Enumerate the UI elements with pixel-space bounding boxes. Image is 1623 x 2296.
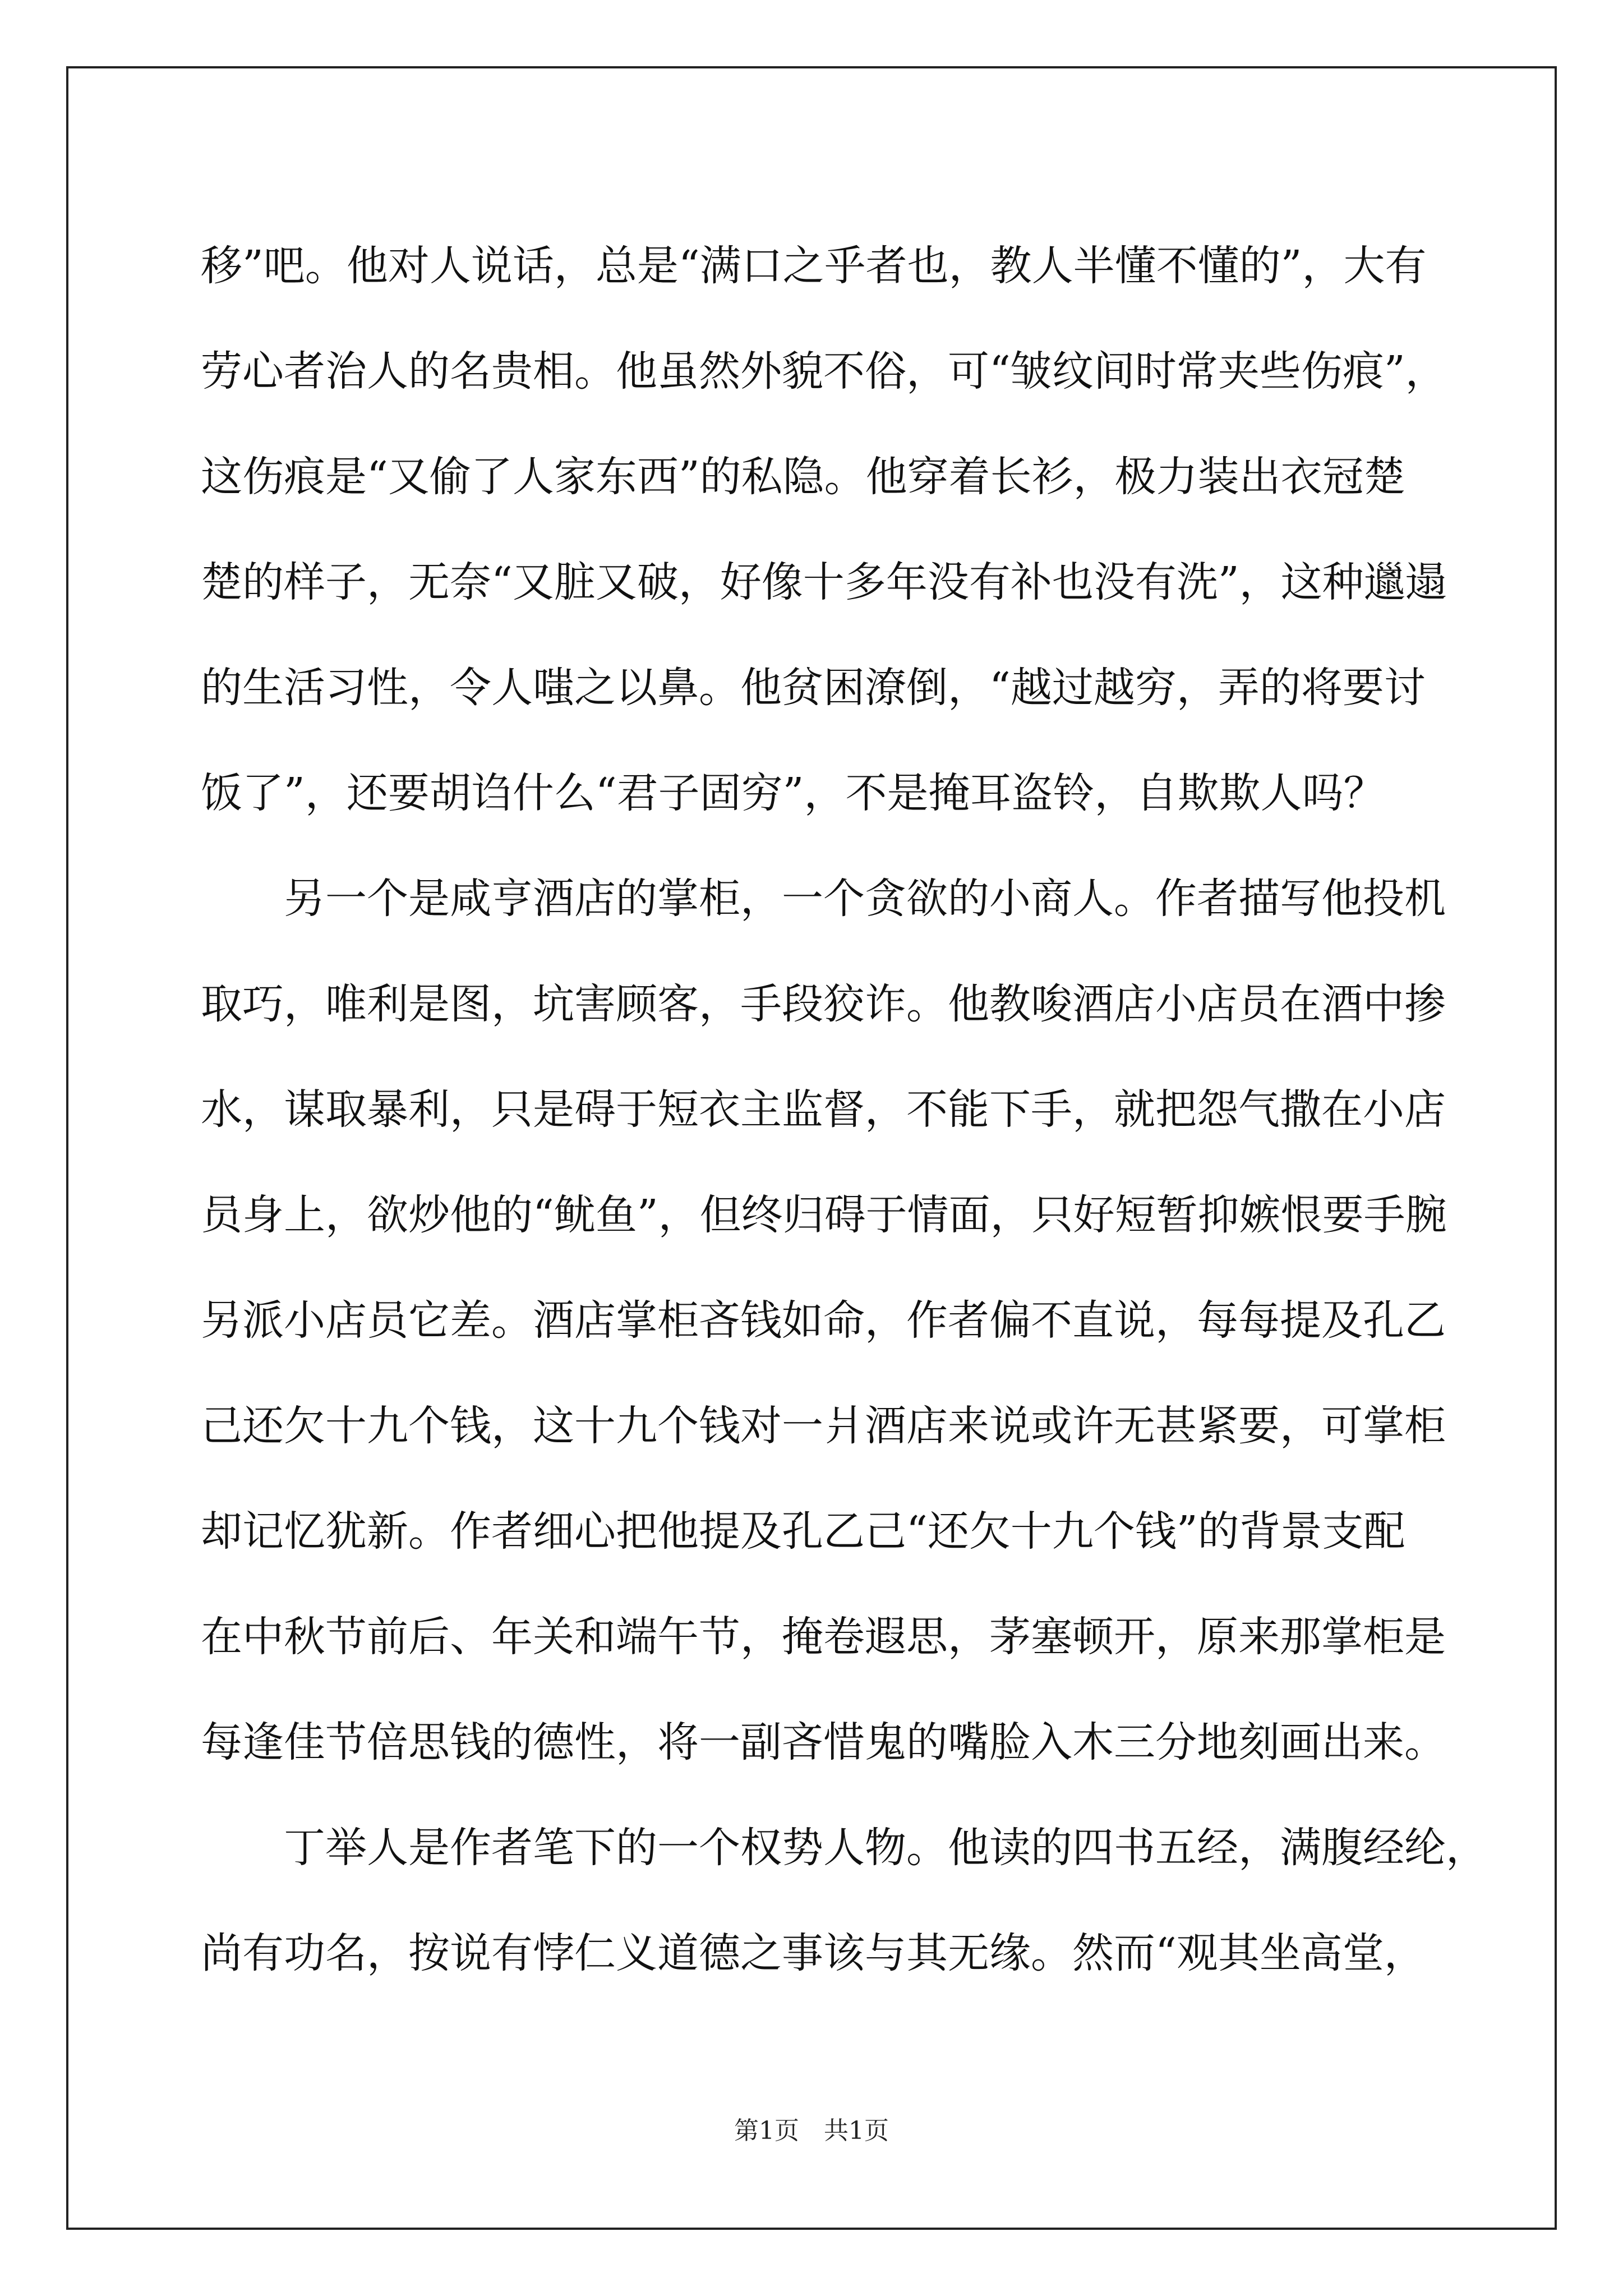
text-line: 饭了”，还要胡诌什么“君子固穷”，不是掩耳盗铃，自欺欺人吗？ [201,769,1385,817]
paragraph-start-line: 另一个是咸亨酒店的掌柜，一个贪欲的小商人。作者描写他投机 [284,875,1446,923]
total-pages: 共1页 [824,2116,889,2145]
body-text [201,213,1487,2006]
text-line: 己还欠十九个钱，这十九个钱对一爿酒店来说或许无甚紧要，可掌柜 [201,1402,1446,1450]
text-line: 在中秋节前后、年关和端午节，掩卷遐思，茅塞顿开，原来那掌柜是 [201,1613,1446,1661]
page-footer [0,2110,1623,2146]
text-line: 的生活习性，令人嗤之以鼻。他贫困潦倒，“越过越穷，弄的将要讨 [201,664,1426,712]
text-line: 员身上，欲炒他的“鱿鱼”，但终归碍于情面，只好短暂抑嫉恨要手腕 [201,1191,1447,1239]
text-line: 水，谋取暴利，只是碍于短衣主监督，不能下手，就把怨气撒在小店 [201,1085,1446,1134]
page-number: 第1页 [734,2116,799,2145]
text-line: 移”吧。他对人说话，总是“满口之乎者也，教人半懂不懂的”，大有 [201,242,1427,290]
text-line: 每逢佳节倍思钱的德性，将一副吝惜鬼的嘴脸入木三分地刻画出来。 [201,1718,1446,1766]
text-line: 楚的样子，无奈“又脏又破，好像十多年没有补也没有洗”，这种邋遢 [201,558,1447,606]
text-line: 劳心者治人的名贵相。他虽然外貌不俗，可“皱纹间时常夹些伤痕”， [201,347,1447,395]
text-line: 取巧，唯利是图，坑害顾客，手段狡诈。他教唆酒店小店员在酒中掺 [201,980,1446,1028]
text-line: 尚有功名，按说有悖仁义道德之事该与其无缘。然而“观其坐高堂， [201,1929,1426,1977]
paragraph-start-line: 丁举人是作者笔下的一个权势人物。他读的四书五经，满腹经纶， [284,1824,1487,1872]
text-line: 这伤痕是“又偷了人家东西”的私隐。他穿着长衫，极力装出衣冠楚 [201,453,1405,501]
text-line: 却记忆犹新。作者细心把他提及孔乙己“还欠十九个钱”的背景支配 [201,1507,1405,1556]
text-line: 另派小店员它差。酒店掌柜吝钱如命，作者偏不直说，每每提及孔乙 [201,1296,1446,1345]
